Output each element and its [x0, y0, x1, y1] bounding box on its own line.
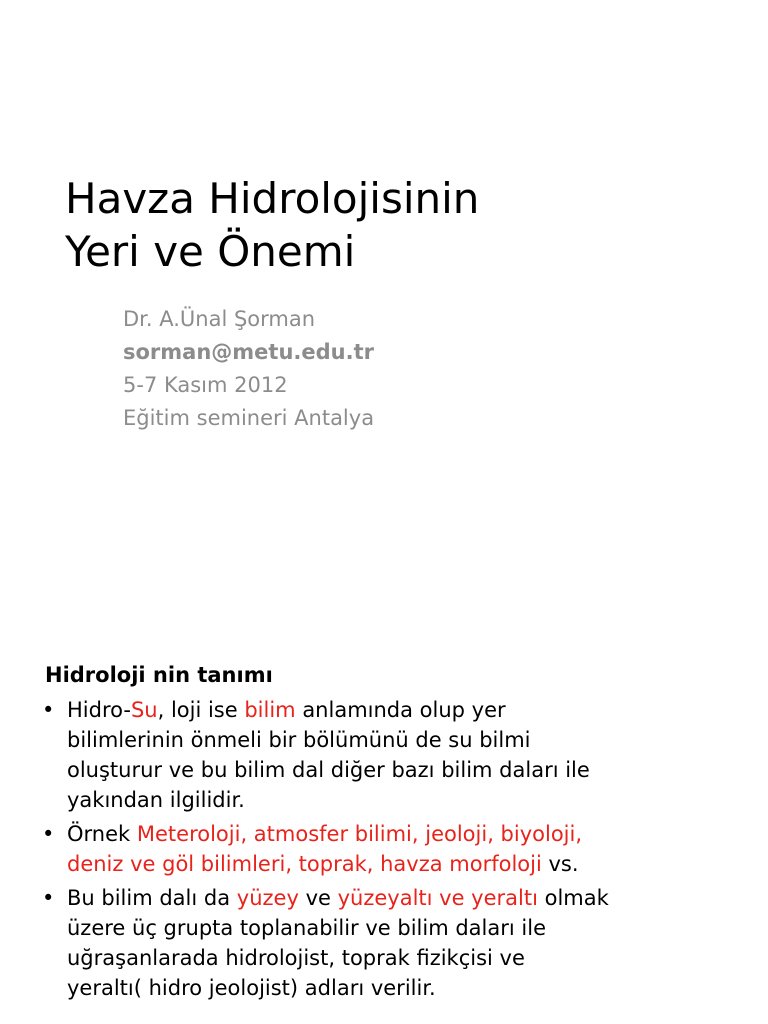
section-heading: Hidroloji nin tanımı: [45, 663, 273, 687]
highlight-yuzey: yüzey: [236, 886, 299, 910]
text-bu-bilim: Bu bilim dalı da: [67, 886, 237, 910]
presentation-title: [65, 172, 479, 278]
text-olmak: olmak: [537, 886, 609, 910]
bullet-item-3: [40, 883, 740, 1003]
highlight-yuzeyalti: yüzeyaltı ve yeraltı: [337, 886, 538, 910]
text-anlaminda: anlamında olup yer: [295, 698, 506, 722]
text-ve: ve: [298, 886, 338, 910]
bullet-3-line-4: yeraltı( hidro jeolojist) adları verilir.: [67, 976, 436, 1000]
bullet-1-line-1: [67, 695, 740, 725]
text-loji: , loji ise: [157, 698, 245, 722]
title-line-2: Yeri ve Önemi: [65, 227, 356, 276]
bullet-3-line-3: uğraşanlarada hidrolojist, toprak fizikçisi ve: [67, 946, 525, 970]
text-hidro: Hidro-: [67, 698, 131, 722]
highlight-su: Su: [130, 698, 158, 722]
bullet-dot: •: [42, 698, 55, 722]
bullet-dot: •: [42, 822, 55, 846]
highlight-sciences-1: Meteroloji, atmosfer bilimi, jeoloji, biyoloji,: [136, 822, 583, 846]
text-ornek: Örnek: [67, 822, 137, 846]
bullet-list: [40, 695, 740, 1007]
presenter-info: [123, 303, 374, 435]
bullet-3-line-2: üzere üç grupta toplanabilir ve bilim daları ile: [67, 916, 546, 940]
event-name: Eğitim semineri Antalya: [123, 406, 375, 430]
author-name: Dr. A.Ünal Şorman: [123, 307, 316, 331]
title-line-1: Havza Hidrolojisinin: [65, 174, 480, 223]
bullet-dot: •: [42, 886, 55, 910]
bullet-1-line-4: yakından ilgilidir.: [67, 788, 245, 812]
bullet-2-line-1: [67, 819, 740, 849]
bullet-3-line-1: [67, 883, 740, 913]
author-email: sorman@metu.edu.tr: [123, 340, 374, 364]
bullet-2-line-2: [67, 849, 740, 879]
bullet-1-line-2: bilimlerinin önmeli bir bölümünü de su bilmi: [67, 728, 531, 752]
highlight-bilim: bilim: [244, 698, 296, 722]
bullet-1-line-3: oluşturur ve bu bilim dal diğer bazı bilim daları ile: [67, 758, 590, 782]
presentation-date: 5-7 Kasım 2012: [123, 373, 288, 397]
bullet-item-1: [40, 695, 740, 815]
highlight-sciences-2: deniz ve göl bilimleri, toprak, havza morfoloji: [67, 852, 542, 876]
bullet-item-2: [40, 819, 740, 879]
text-vs: vs.: [541, 852, 579, 876]
